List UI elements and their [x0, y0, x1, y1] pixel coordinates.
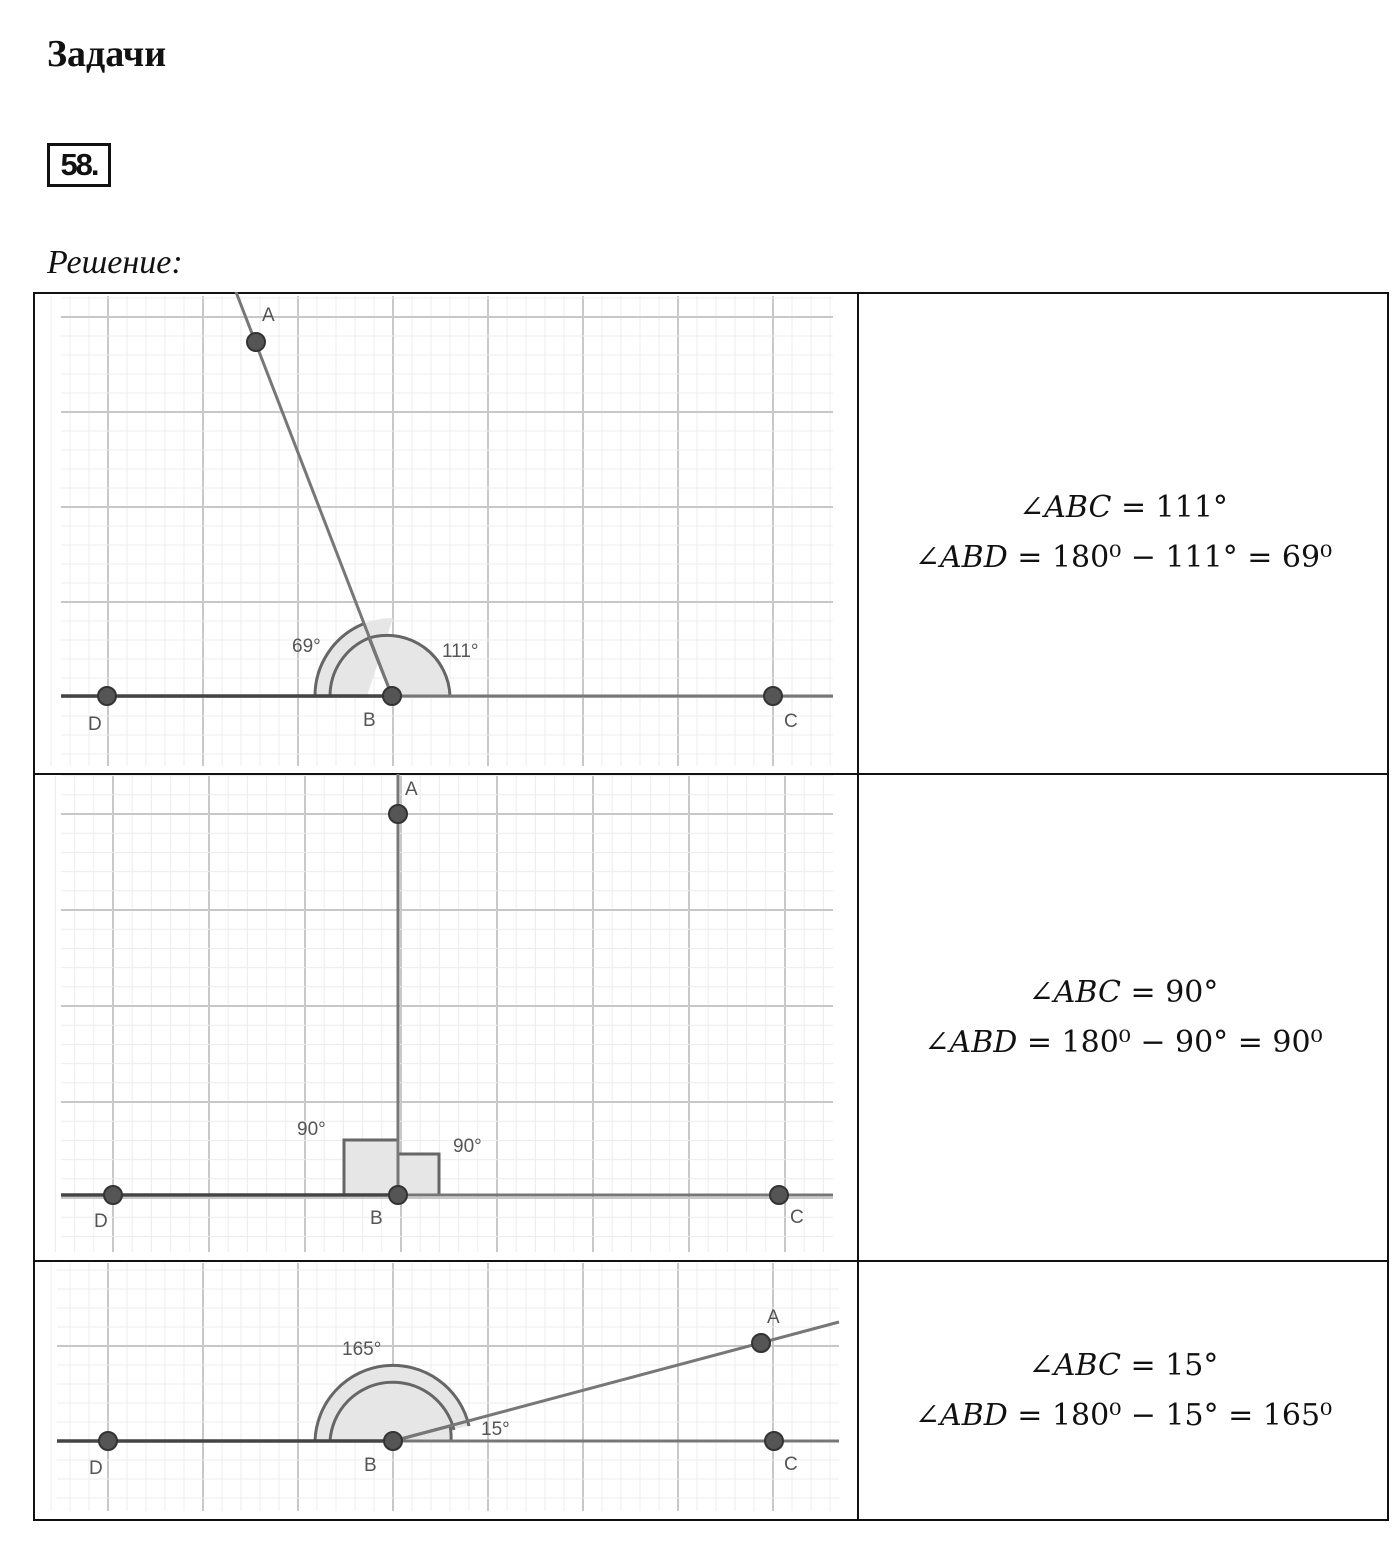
equation-abc — [1019, 483, 1228, 533]
point-a — [752, 1334, 770, 1352]
equation-value: = 180⁰ − 15° = 165⁰ — [1017, 1398, 1333, 1433]
angle-label-abd: 165° — [342, 1339, 382, 1360]
point-label-a: A — [262, 305, 275, 326]
point-d — [98, 687, 116, 705]
point-label-d: D — [89, 1458, 103, 1479]
point-label-b: B — [370, 1208, 383, 1229]
equations-1 — [858, 292, 1389, 774]
point-a — [247, 333, 265, 351]
section-heading: Задачи — [47, 33, 167, 75]
angle-name: ∠ABC — [1028, 974, 1121, 1010]
point-label-c: C — [784, 711, 798, 732]
figure-2 — [33, 774, 858, 1261]
point-label-a: A — [767, 1307, 780, 1328]
figure-1 — [33, 292, 858, 774]
equation-value: = 90° — [1130, 974, 1219, 1010]
equation-abd — [915, 1391, 1332, 1441]
right-angle-abd — [344, 1140, 398, 1195]
equation-abc — [1029, 1341, 1219, 1391]
angle-name: ∠ABD — [924, 1024, 1018, 1060]
angle-label-abd: 90° — [297, 1119, 326, 1140]
point-label-d: D — [94, 1211, 108, 1232]
point-label-c: C — [784, 1454, 798, 1475]
equation-abc — [1029, 968, 1219, 1018]
point-label-b: B — [364, 1455, 377, 1476]
angle-name: ∠ABD — [914, 540, 1008, 575]
equation-abd — [915, 533, 1332, 583]
point-d — [99, 1432, 117, 1450]
point-b — [389, 1186, 407, 1204]
equations-2 — [858, 774, 1389, 1261]
angle-name: ∠ABC — [1028, 1348, 1121, 1383]
point-c — [764, 687, 782, 705]
angle-label-abc: 15° — [481, 1419, 510, 1440]
equation-value: = 111° — [1120, 490, 1228, 525]
angle-name: ∠ABD — [914, 1398, 1008, 1433]
point-label-b: B — [363, 710, 376, 731]
angle-label-abc: 111° — [442, 641, 479, 662]
equation-abd — [924, 1018, 1322, 1068]
point-label-c: C — [790, 1207, 804, 1228]
point-b — [383, 687, 401, 705]
equations-3 — [858, 1261, 1389, 1521]
figure-3 — [33, 1261, 858, 1521]
point-b — [384, 1432, 402, 1450]
point-label-d: D — [88, 714, 102, 735]
point-c — [765, 1432, 783, 1450]
point-c — [770, 1186, 788, 1204]
solution-label: Решение: — [47, 244, 183, 281]
grid-2 — [55, 776, 833, 1252]
angle-label-abd: 69° — [292, 636, 321, 657]
equation-value: = 180⁰ − 111° = 69⁰ — [1017, 540, 1333, 575]
point-d — [104, 1186, 122, 1204]
equation-value: = 180⁰ − 90° = 90⁰ — [1026, 1024, 1323, 1060]
angle-label-abc: 90° — [453, 1136, 482, 1157]
angle-name: ∠ABC — [1019, 490, 1112, 525]
point-a — [389, 805, 407, 823]
equation-value: = 15° — [1130, 1348, 1219, 1383]
point-label-a: A — [405, 779, 418, 800]
problem-number: 58. — [47, 143, 111, 187]
solution-table — [33, 292, 1389, 1521]
